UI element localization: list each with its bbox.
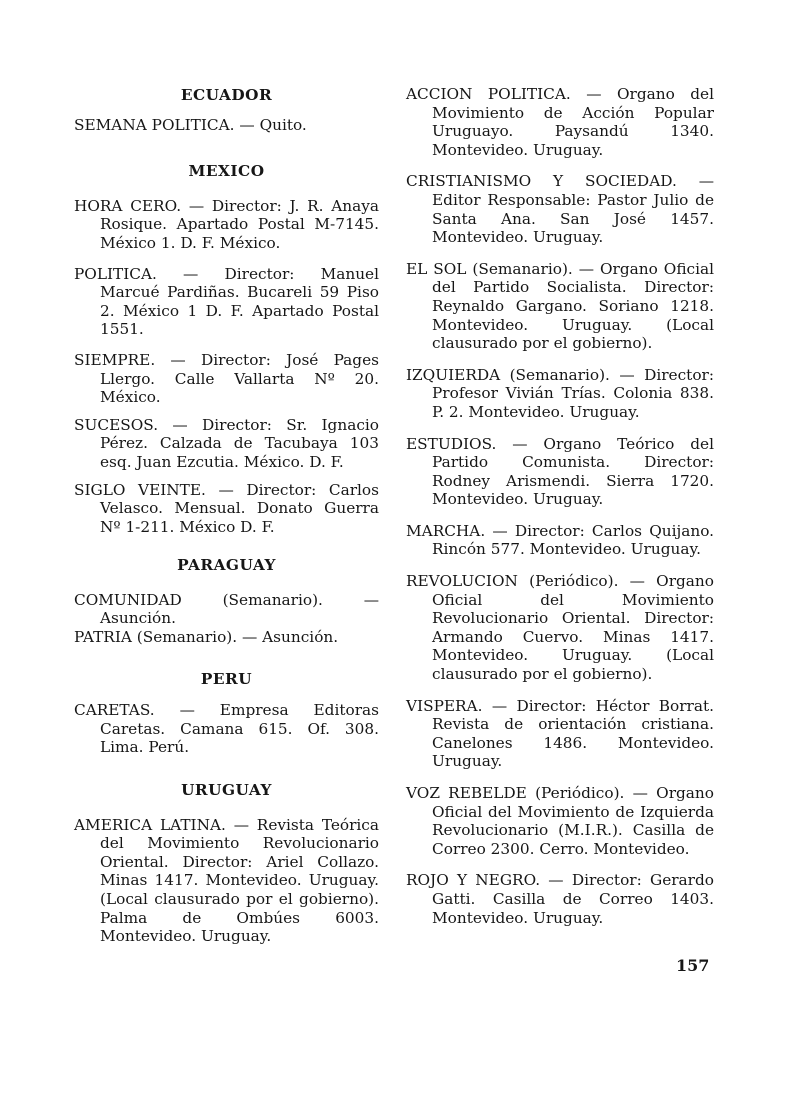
entry-america-latina: AMERICA LATINA. — Revista Teórica del Movimiento Revolucionario Oriental. Director: Ariel Collazo. Minas 1417. Montevideo. Uruguay. (Local clausurado por el gobierno). Palma de Ombúes 6003. Montevideo. Uruguay.: [74, 815, 379, 946]
section-heading-uruguay: URUGUAY: [181, 781, 272, 800]
entry-izquierda: IZQUIERDA (Semanario). — Director: Profesor Vivián Trías. Colonia 838. P. 2. Montevideo. Uruguay.: [406, 365, 714, 421]
entry-rojo-y-negro: ROJO Y NEGRO. — Director: Gerardo Gatti. Casilla de Correo 1403. Montevideo. Uruguay.: [406, 871, 714, 927]
section-heading-mexico: MEXICO: [188, 162, 265, 181]
section-heading-peru: PERU: [200, 669, 253, 688]
entry-patria: PATRIA (Semanario). — Asunción.: [74, 628, 339, 647]
entry-politica: POLITICA. — Director: Manuel Marcué Pardiñas. Bucareli 59 Piso 2. México 1 D. F. Apartado Postal 1551.: [74, 264, 379, 339]
page-number: 157: [676, 956, 710, 975]
entry-cristianismo-y-sociedad: CRISTIANISMO Y SOCIEDAD. — Editor Responsable: Pastor Julio de Santa Ana. San José 1457. Montevideo. Uruguay.: [406, 172, 714, 247]
entry-voz-rebelde: VOZ REBELDE (Periódico). — Organo Oficial del Movimiento de Izquierda Revolucionario (M.I.R.). Casilla de Correo 2300. Cerro. Montevideo.: [406, 784, 714, 858]
entry-revolucion: REVOLUCION (Periódico). — Organo Oficial del Movimiento Revolucionario Oriental. Director: Armando Cuervo. Minas 1417. Montevideo. Uruguay. (Local clausurado por el gobierno).: [406, 572, 714, 684]
entry-hora-cero: HORA CERO. — Director: J. R. Anaya Rosique. Apartado Postal M-7145. México 1. D. F. México.: [74, 196, 379, 252]
entry-estudios: ESTUDIOS. — Organo Teórico del Partido Comunista. Director: Rodney Arismendi. Sierra 1720. Montevideo. Uruguay.: [406, 434, 714, 509]
entry-el-sol: EL SOL (Semanario). — Organo Oficial del Partido Socialista. Director: Reynaldo Gargano. Soriano 1218. Montevideo. Uruguay. (Local clausurado por el gobierno).: [406, 259, 714, 353]
right-column: [406, 82, 714, 927]
entry-caretas: CARETAS. — Empresa Editoras Caretas. Camana 615. Of. 308. Lima. Perú.: [74, 701, 379, 757]
entry-vispera: VISPERA. — Director: Héctor Borrat. Revista de orientación cristiana. Canelones 1486. Montevideo. Uruguay.: [406, 696, 714, 771]
entry-siempre: SIEMPRE. — Director: José Pages Llergo. Calle Vallarta Nº 20. México.: [74, 350, 379, 407]
entry-comunidad: COMUNIDAD (Semanario). — Asunción.: [74, 590, 379, 628]
entry-siglo-veinte: SIGLO VEINTE. — Director: Carlos Velasco. Mensual. Donato Guerra Nº 1-211. México D. F.: [74, 480, 379, 536]
entry-sucesos: SUCESOS. — Director: Sr. Ignacio Pérez. Calzada de Tacubaya 103 esq. Juan Ezcutia. México. D. F.: [74, 415, 379, 471]
left-column: [74, 82, 379, 946]
entry-accion-politica: ACCION POLITICA. — Organo del Movimiento de Acción Popular Uruguayo. Paysandú 1340. Montevideo. Uruguay.: [406, 85, 714, 159]
section-heading-paraguay: PARAGUAY: [177, 556, 276, 575]
section-heading-ecuador: ECUADOR: [180, 86, 273, 104]
entry-semana-politica: SEMANA POLITICA. — Quito.: [74, 115, 307, 134]
entry-marcha: MARCHA. — Director: Carlos Quijano. Rincón 577. Montevideo. Uruguay.: [406, 521, 714, 559]
